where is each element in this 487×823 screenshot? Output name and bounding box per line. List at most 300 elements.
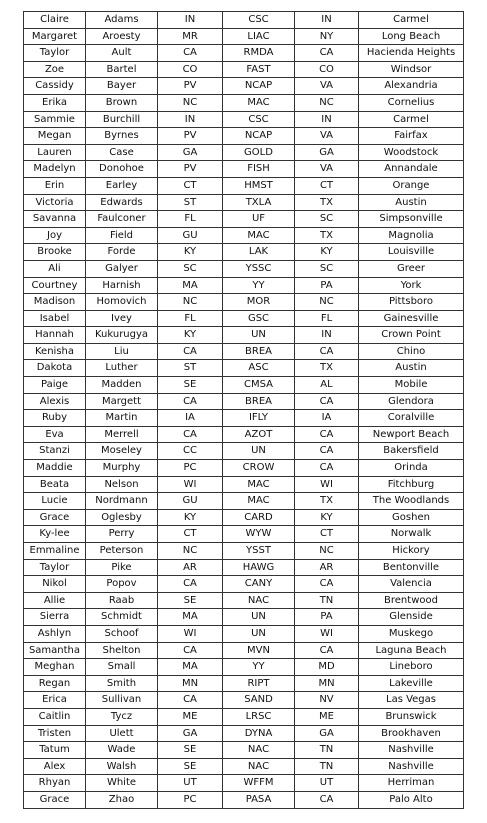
table-row — [24, 244, 464, 261]
club-cell: RIPT — [223, 675, 295, 692]
lsc-cell: MA — [158, 277, 223, 294]
roster-table — [23, 11, 464, 809]
table-row — [24, 294, 464, 311]
lsc-cell: CC — [158, 443, 223, 460]
first-name-cell: Emmaline — [24, 543, 86, 560]
state-cell: GA — [295, 725, 359, 742]
table-row — [24, 128, 464, 145]
club-cell: RMDA — [223, 45, 295, 62]
state-cell: WI — [295, 476, 359, 493]
last-name-cell: Sullivan — [86, 692, 158, 709]
table-row — [24, 642, 464, 659]
first-name-cell: Dakota — [24, 360, 86, 377]
club-cell: HAWG — [223, 559, 295, 576]
last-name-cell: Edwards — [86, 194, 158, 211]
city-cell: Norwalk — [359, 526, 464, 543]
first-name-cell: Kenisha — [24, 343, 86, 360]
club-cell: WFFM — [223, 775, 295, 792]
city-cell: Nashville — [359, 758, 464, 775]
last-name-cell: Pike — [86, 559, 158, 576]
roster-table-body — [24, 12, 464, 809]
club-cell: UN — [223, 327, 295, 344]
state-cell: PA — [295, 609, 359, 626]
lsc-cell: FL — [158, 211, 223, 228]
last-name-cell: Adams — [86, 12, 158, 29]
lsc-cell: AR — [158, 559, 223, 576]
city-cell: Cornelius — [359, 94, 464, 111]
state-cell: PA — [295, 277, 359, 294]
first-name-cell: Sammie — [24, 111, 86, 128]
city-cell: Goshen — [359, 509, 464, 526]
lsc-cell: UT — [158, 775, 223, 792]
club-cell: BREA — [223, 393, 295, 410]
state-cell: CA — [295, 343, 359, 360]
club-cell: GOLD — [223, 144, 295, 161]
last-name-cell: Zhao — [86, 791, 158, 808]
last-name-cell: Smith — [86, 675, 158, 692]
club-cell: CSC — [223, 12, 295, 29]
state-cell: NY — [295, 28, 359, 45]
last-name-cell: Forde — [86, 244, 158, 261]
first-name-cell: Erica — [24, 692, 86, 709]
first-name-cell: Madelyn — [24, 161, 86, 178]
state-cell: TX — [295, 194, 359, 211]
first-name-cell: Claire — [24, 12, 86, 29]
club-cell: LAK — [223, 244, 295, 261]
table-row — [24, 161, 464, 178]
table-row — [24, 609, 464, 626]
first-name-cell: Sierra — [24, 609, 86, 626]
first-name-cell: Erin — [24, 177, 86, 194]
table-row — [24, 28, 464, 45]
first-name-cell: Lauren — [24, 144, 86, 161]
club-cell: CROW — [223, 460, 295, 477]
table-row — [24, 775, 464, 792]
club-cell: MAC — [223, 493, 295, 510]
table-row — [24, 476, 464, 493]
lsc-cell: KY — [158, 244, 223, 261]
city-cell: Nashville — [359, 742, 464, 759]
first-name-cell: Lucie — [24, 493, 86, 510]
lsc-cell: ST — [158, 194, 223, 211]
first-name-cell: Ali — [24, 260, 86, 277]
city-cell: Carmel — [359, 111, 464, 128]
club-cell: WYW — [223, 526, 295, 543]
first-name-cell: Courtney — [24, 277, 86, 294]
lsc-cell: KY — [158, 509, 223, 526]
first-name-cell: Beata — [24, 476, 86, 493]
table-row — [24, 758, 464, 775]
last-name-cell: Murphy — [86, 460, 158, 477]
lsc-cell: KY — [158, 327, 223, 344]
first-name-cell: Taylor — [24, 45, 86, 62]
last-name-cell: Oglesby — [86, 509, 158, 526]
table-row — [24, 310, 464, 327]
table-row — [24, 543, 464, 560]
first-name-cell: Ky-lee — [24, 526, 86, 543]
city-cell: Palo Alto — [359, 791, 464, 808]
city-cell: Coralville — [359, 410, 464, 427]
city-cell: Greer — [359, 260, 464, 277]
table-row — [24, 493, 464, 510]
table-row — [24, 659, 464, 676]
club-cell: HMST — [223, 177, 295, 194]
city-cell: Chino — [359, 343, 464, 360]
lsc-cell: MA — [158, 659, 223, 676]
city-cell: Bakersfield — [359, 443, 464, 460]
lsc-cell: CA — [158, 45, 223, 62]
last-name-cell: Nelson — [86, 476, 158, 493]
first-name-cell: Grace — [24, 509, 86, 526]
state-cell: VA — [295, 78, 359, 95]
club-cell: TXLA — [223, 194, 295, 211]
state-cell: CA — [295, 426, 359, 443]
first-name-cell: Joy — [24, 227, 86, 244]
first-name-cell: Victoria — [24, 194, 86, 211]
club-cell: MVN — [223, 642, 295, 659]
last-name-cell: Peterson — [86, 543, 158, 560]
city-cell: Hickory — [359, 543, 464, 560]
first-name-cell: Paige — [24, 377, 86, 394]
lsc-cell: PV — [158, 128, 223, 145]
city-cell: Bentonville — [359, 559, 464, 576]
city-cell: Las Vegas — [359, 692, 464, 709]
city-cell: Simpsonville — [359, 211, 464, 228]
city-cell: Long Beach — [359, 28, 464, 45]
first-name-cell: Rhyan — [24, 775, 86, 792]
lsc-cell: CA — [158, 343, 223, 360]
state-cell: ME — [295, 708, 359, 725]
last-name-cell: Schmidt — [86, 609, 158, 626]
state-cell: FL — [295, 310, 359, 327]
club-cell: YSST — [223, 543, 295, 560]
state-cell: NC — [295, 543, 359, 560]
roster-table-container — [23, 11, 464, 809]
table-row — [24, 509, 464, 526]
city-cell: Hacienda Heights — [359, 45, 464, 62]
state-cell: AL — [295, 377, 359, 394]
club-cell: YY — [223, 659, 295, 676]
table-row — [24, 692, 464, 709]
state-cell: MN — [295, 675, 359, 692]
last-name-cell: Schoof — [86, 625, 158, 642]
state-cell: TX — [295, 493, 359, 510]
table-row — [24, 227, 464, 244]
lsc-cell: SC — [158, 260, 223, 277]
last-name-cell: Madden — [86, 377, 158, 394]
city-cell: Gainesville — [359, 310, 464, 327]
first-name-cell: Alex — [24, 758, 86, 775]
last-name-cell: Tycz — [86, 708, 158, 725]
table-row — [24, 592, 464, 609]
table-row — [24, 526, 464, 543]
last-name-cell: Aroesty — [86, 28, 158, 45]
state-cell: NC — [295, 94, 359, 111]
table-row — [24, 343, 464, 360]
city-cell: Alexandria — [359, 78, 464, 95]
table-row — [24, 576, 464, 593]
city-cell: Crown Point — [359, 327, 464, 344]
first-name-cell: Brooke — [24, 244, 86, 261]
state-cell: VA — [295, 161, 359, 178]
state-cell: WI — [295, 625, 359, 642]
city-cell: Valencia — [359, 576, 464, 593]
club-cell: UN — [223, 625, 295, 642]
table-row — [24, 393, 464, 410]
club-cell: FISH — [223, 161, 295, 178]
club-cell: MAC — [223, 227, 295, 244]
first-name-cell: Cassidy — [24, 78, 86, 95]
table-row — [24, 559, 464, 576]
state-cell: CA — [295, 443, 359, 460]
last-name-cell: Martin — [86, 410, 158, 427]
club-cell: NCAP — [223, 78, 295, 95]
lsc-cell: CA — [158, 426, 223, 443]
state-cell: SC — [295, 260, 359, 277]
city-cell: Carmel — [359, 12, 464, 29]
last-name-cell: Nordmann — [86, 493, 158, 510]
club-cell: LIAC — [223, 28, 295, 45]
club-cell: AZOT — [223, 426, 295, 443]
first-name-cell: Caitlin — [24, 708, 86, 725]
city-cell: Orange — [359, 177, 464, 194]
last-name-cell: Kukurugya — [86, 327, 158, 344]
state-cell: CO — [295, 61, 359, 78]
last-name-cell: Earley — [86, 177, 158, 194]
table-row — [24, 410, 464, 427]
first-name-cell: Erika — [24, 94, 86, 111]
lsc-cell: SE — [158, 592, 223, 609]
table-row — [24, 211, 464, 228]
city-cell: Fitchburg — [359, 476, 464, 493]
lsc-cell: IN — [158, 111, 223, 128]
city-cell: Lineboro — [359, 659, 464, 676]
table-row — [24, 194, 464, 211]
table-row — [24, 360, 464, 377]
club-cell: UN — [223, 609, 295, 626]
first-name-cell: Megan — [24, 128, 86, 145]
last-name-cell: Perry — [86, 526, 158, 543]
first-name-cell: Meghan — [24, 659, 86, 676]
last-name-cell: Bayer — [86, 78, 158, 95]
lsc-cell: GA — [158, 144, 223, 161]
first-name-cell: Ruby — [24, 410, 86, 427]
city-cell: Woodstock — [359, 144, 464, 161]
lsc-cell: MA — [158, 609, 223, 626]
table-row — [24, 426, 464, 443]
lsc-cell: CA — [158, 642, 223, 659]
last-name-cell: Faulconer — [86, 211, 158, 228]
city-cell: Fairfax — [359, 128, 464, 145]
last-name-cell: Margett — [86, 393, 158, 410]
first-name-cell: Madison — [24, 294, 86, 311]
city-cell: Newport Beach — [359, 426, 464, 443]
last-name-cell: Merrell — [86, 426, 158, 443]
lsc-cell: IN — [158, 12, 223, 29]
last-name-cell: Luther — [86, 360, 158, 377]
last-name-cell: Small — [86, 659, 158, 676]
first-name-cell: Eva — [24, 426, 86, 443]
city-cell: Austin — [359, 360, 464, 377]
last-name-cell: Ulett — [86, 725, 158, 742]
state-cell: TX — [295, 360, 359, 377]
lsc-cell: WI — [158, 625, 223, 642]
state-cell: AR — [295, 559, 359, 576]
state-cell: CA — [295, 642, 359, 659]
table-row — [24, 111, 464, 128]
table-row — [24, 675, 464, 692]
table-row — [24, 443, 464, 460]
lsc-cell: NC — [158, 294, 223, 311]
last-name-cell: Moseley — [86, 443, 158, 460]
club-cell: DYNA — [223, 725, 295, 742]
city-cell: Laguna Beach — [359, 642, 464, 659]
club-cell: NAC — [223, 742, 295, 759]
table-row — [24, 460, 464, 477]
state-cell: TX — [295, 227, 359, 244]
first-name-cell: Samantha — [24, 642, 86, 659]
city-cell: Louisville — [359, 244, 464, 261]
city-cell: Muskego — [359, 625, 464, 642]
table-row — [24, 144, 464, 161]
lsc-cell: CA — [158, 692, 223, 709]
lsc-cell: CO — [158, 61, 223, 78]
city-cell: Pittsboro — [359, 294, 464, 311]
lsc-cell: GU — [158, 493, 223, 510]
first-name-cell: Zoe — [24, 61, 86, 78]
state-cell: IN — [295, 327, 359, 344]
lsc-cell: CT — [158, 526, 223, 543]
lsc-cell: GU — [158, 227, 223, 244]
lsc-cell: SE — [158, 758, 223, 775]
first-name-cell: Tatum — [24, 742, 86, 759]
table-row — [24, 708, 464, 725]
last-name-cell: Byrnes — [86, 128, 158, 145]
lsc-cell: SE — [158, 377, 223, 394]
last-name-cell: Homovich — [86, 294, 158, 311]
lsc-cell: SE — [158, 742, 223, 759]
last-name-cell: Ault — [86, 45, 158, 62]
state-cell: CA — [295, 393, 359, 410]
table-row — [24, 78, 464, 95]
last-name-cell: White — [86, 775, 158, 792]
lsc-cell: CA — [158, 576, 223, 593]
last-name-cell: Donohoe — [86, 161, 158, 178]
last-name-cell: Walsh — [86, 758, 158, 775]
state-cell: IA — [295, 410, 359, 427]
club-cell: ASC — [223, 360, 295, 377]
state-cell: VA — [295, 128, 359, 145]
table-row — [24, 94, 464, 111]
city-cell: Magnolia — [359, 227, 464, 244]
city-cell: Glendora — [359, 393, 464, 410]
lsc-cell: MN — [158, 675, 223, 692]
first-name-cell: Grace — [24, 791, 86, 808]
first-name-cell: Isabel — [24, 310, 86, 327]
table-row — [24, 791, 464, 808]
table-row — [24, 45, 464, 62]
lsc-cell: GA — [158, 725, 223, 742]
first-name-cell: Nikol — [24, 576, 86, 593]
club-cell: YSSC — [223, 260, 295, 277]
first-name-cell: Regan — [24, 675, 86, 692]
club-cell: CSC — [223, 111, 295, 128]
club-cell: NAC — [223, 592, 295, 609]
state-cell: CA — [295, 576, 359, 593]
table-row — [24, 742, 464, 759]
city-cell: Brentwood — [359, 592, 464, 609]
state-cell: CT — [295, 526, 359, 543]
first-name-cell: Stanzi — [24, 443, 86, 460]
state-cell: MD — [295, 659, 359, 676]
state-cell: CT — [295, 177, 359, 194]
club-cell: SAND — [223, 692, 295, 709]
club-cell: LRSC — [223, 708, 295, 725]
first-name-cell: Hannah — [24, 327, 86, 344]
first-name-cell: Allie — [24, 592, 86, 609]
club-cell: MOR — [223, 294, 295, 311]
lsc-cell: CA — [158, 393, 223, 410]
last-name-cell: Galyer — [86, 260, 158, 277]
city-cell: The Woodlands — [359, 493, 464, 510]
city-cell: Lakeville — [359, 675, 464, 692]
state-cell: CA — [295, 45, 359, 62]
club-cell: MAC — [223, 476, 295, 493]
first-name-cell: Taylor — [24, 559, 86, 576]
last-name-cell: Shelton — [86, 642, 158, 659]
state-cell: KY — [295, 509, 359, 526]
state-cell: UT — [295, 775, 359, 792]
state-cell: NC — [295, 294, 359, 311]
city-cell: Austin — [359, 194, 464, 211]
table-row — [24, 625, 464, 642]
lsc-cell: MR — [158, 28, 223, 45]
city-cell: Glenside — [359, 609, 464, 626]
city-cell: York — [359, 277, 464, 294]
table-row — [24, 260, 464, 277]
state-cell: CA — [295, 460, 359, 477]
city-cell: Herriman — [359, 775, 464, 792]
table-row — [24, 377, 464, 394]
last-name-cell: Case — [86, 144, 158, 161]
lsc-cell: ST — [158, 360, 223, 377]
last-name-cell: Bartel — [86, 61, 158, 78]
lsc-cell: PC — [158, 791, 223, 808]
last-name-cell: Burchill — [86, 111, 158, 128]
lsc-cell: WI — [158, 476, 223, 493]
table-row — [24, 177, 464, 194]
table-row — [24, 12, 464, 29]
first-name-cell: Alexis — [24, 393, 86, 410]
lsc-cell: FL — [158, 310, 223, 327]
first-name-cell: Margaret — [24, 28, 86, 45]
club-cell: CANY — [223, 576, 295, 593]
lsc-cell: NC — [158, 543, 223, 560]
city-cell: Mobile — [359, 377, 464, 394]
lsc-cell: IA — [158, 410, 223, 427]
club-cell: FAST — [223, 61, 295, 78]
last-name-cell: Brown — [86, 94, 158, 111]
state-cell: TN — [295, 592, 359, 609]
last-name-cell: Popov — [86, 576, 158, 593]
state-cell: NV — [295, 692, 359, 709]
lsc-cell: CT — [158, 177, 223, 194]
club-cell: UF — [223, 211, 295, 228]
first-name-cell: Savanna — [24, 211, 86, 228]
table-row — [24, 61, 464, 78]
state-cell: TN — [295, 742, 359, 759]
club-cell: NCAP — [223, 128, 295, 145]
